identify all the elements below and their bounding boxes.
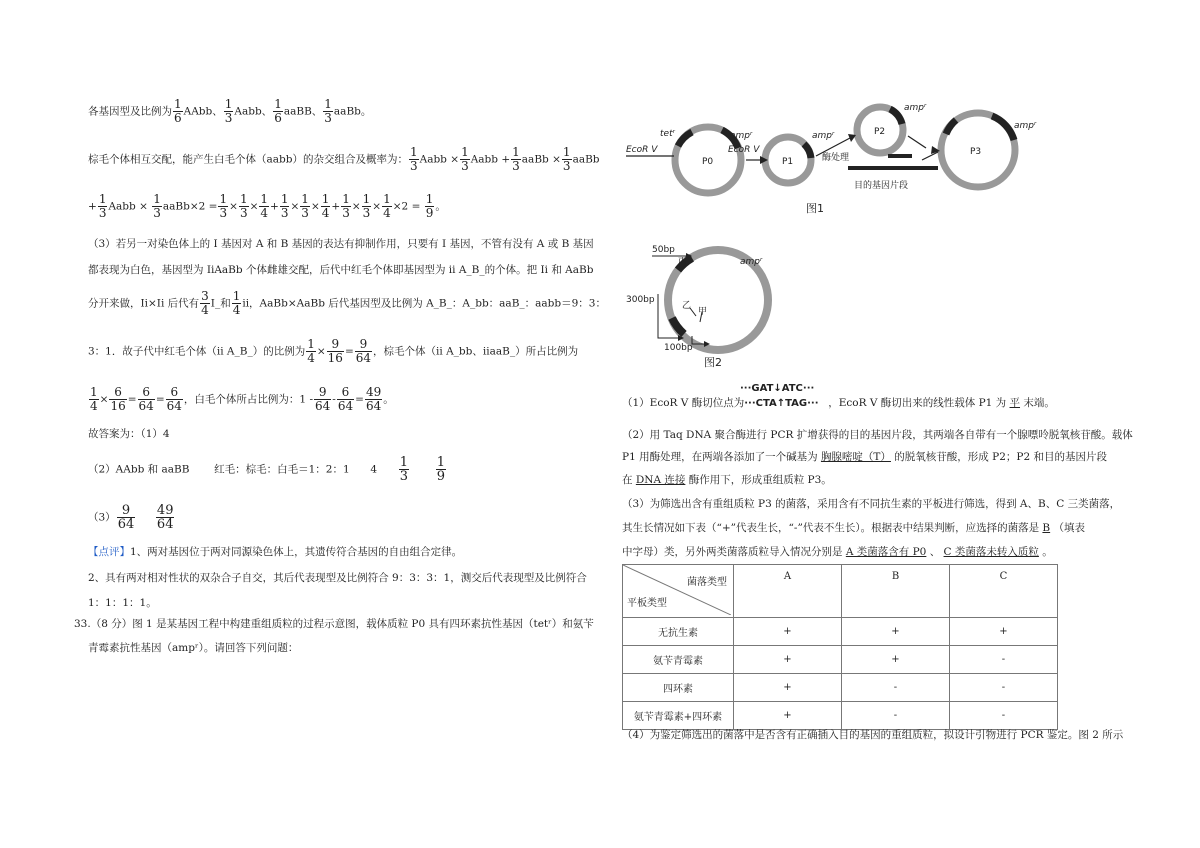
fraction: $\frac{1}{4}$ (321, 192, 330, 220)
table-cell: + (734, 646, 842, 674)
q3-line-3 (622, 545, 1053, 559)
label-amp: ampʳ (904, 103, 927, 113)
text: × (139, 200, 148, 213)
target-gene-fragment (888, 154, 912, 158)
q2-line-2 (622, 450, 1107, 464)
table-row (623, 646, 1058, 674)
restriction-site-bottom: ···CTA↑TAG··· (744, 398, 819, 409)
text: × (450, 153, 460, 166)
table-cell: - (950, 646, 1058, 674)
q2-line-1: （2）用 Taq DNA 聚合酶进行 PCR 扩增获得的目的基因片段，其两端各自带有一个腺嘌呤脱氧核苷酸。载体 (622, 429, 1133, 441)
fraction: $\frac{49}{64}$ (365, 385, 382, 413)
table-cell: + (734, 618, 842, 646)
target-gene-fragment (848, 166, 938, 170)
review-line-3: 1：1：1：1。 (88, 597, 157, 609)
text: Aabb (419, 153, 447, 166)
tet-gene-segment (678, 132, 692, 146)
label-300bp: 300bp (626, 295, 655, 305)
text: aaBb (521, 153, 549, 166)
brown-white-ratio-line (88, 386, 394, 413)
answer-3 (88, 504, 175, 531)
label-50bp: 50bp (652, 245, 675, 255)
fraction: $\frac{1}{3}$ (219, 192, 228, 220)
paragraph-line: （3）若另一对染色体上的 I 基因对 A 和 B 基因的表达有抑制作用，只要有 I 基因，不管有没有 A 或 B 基因 (88, 238, 594, 250)
arrow (922, 152, 938, 160)
text: = (127, 393, 137, 406)
table-cell: - (842, 674, 950, 702)
text: 、 (929, 546, 941, 558)
text: = (355, 393, 364, 406)
label-p2: P2 (874, 127, 886, 137)
column-header: C (950, 565, 1058, 618)
text: 其生长情况如下表（“+”代表生长，“-”代表不生长）。根据表中结果判断，应选择的菌落是 (622, 522, 1040, 534)
text: × (310, 200, 320, 213)
answer-blank: B (1042, 522, 1051, 534)
text: 1、两对基因位于两对同源染色体上，其遗传符合基因的自由组合定律。 (130, 546, 463, 558)
table-cell: - (842, 702, 950, 730)
fraction: $\frac{3}{4}$ (201, 289, 209, 317)
figure-1-plasmid-construction (622, 94, 1100, 224)
review-line-1 (88, 545, 462, 559)
text: Aabb (470, 153, 498, 166)
text: ×2 (392, 200, 409, 213)
figure-2-caption: 图2 (704, 356, 722, 369)
table-header-row (623, 565, 1058, 618)
row-label: 无抗生素 (623, 618, 734, 646)
text: （1）EcoR V 酶切位点为 (622, 397, 745, 409)
text: + (501, 153, 511, 166)
answer-blank: A 类菌落含有 P0 (845, 546, 927, 558)
text: 末端。 (1023, 397, 1055, 409)
header-colony-type: 菌落类型 (687, 577, 727, 588)
label-p0: P0 (702, 157, 714, 167)
fraction: $\frac{1}{4}$ (90, 385, 98, 413)
table-cell: + (734, 702, 842, 730)
text: 。 (1042, 546, 1053, 558)
fraction: $\frac{1}{3}$ (562, 145, 571, 173)
diagonal-header-cell (623, 565, 734, 618)
text: = (208, 200, 218, 213)
fraction: $\frac{1}{3}$ (153, 192, 161, 220)
fraction: $\frac{1}{9}$ (436, 455, 445, 484)
label-p3: P3 (970, 147, 982, 157)
label-tet: tetʳ (660, 129, 675, 139)
fraction: $\frac{6}{64}$ (166, 385, 182, 413)
label-amp: ampʳ (730, 131, 753, 141)
label-ecorv: EcoR V (626, 145, 658, 155)
text: ，EcoR V 酶切出来的线性载体 P1 为 (828, 397, 1007, 409)
fraction: $\frac{1}{3}$ (512, 145, 520, 173)
fraction: $\frac{1}{6}$ (274, 97, 282, 125)
label-yi: 乙 (682, 301, 692, 311)
fraction: $\frac{1}{4}$ (260, 192, 269, 220)
row-label: 四环素 (623, 674, 734, 702)
text: Aabb、 (234, 105, 273, 118)
insert-segment (946, 120, 956, 134)
text: 3：1．故子代中红毛个体（ii A_B_）的比例为 (88, 345, 306, 358)
text: I_和 (210, 297, 231, 310)
q3-line-1: （3）为筛选出含有重组质粒 P3 的菌落，采用含有不同抗生素的平板进行筛选，得到 A、B、C 三类菌落， (622, 498, 1121, 510)
table-row (623, 702, 1058, 730)
answer-blank: 平 (1009, 397, 1021, 409)
text: × (552, 153, 561, 166)
table-cell: + (842, 618, 950, 646)
text: ii，AaBb×AaBb 后代基因型及比例为 A_B_：A_bb：aaB_：aabb＝9：3： (242, 297, 606, 310)
amp-gene-segment (804, 144, 811, 158)
text: Aabb (108, 200, 136, 213)
label-amp: ampʳ (812, 131, 835, 141)
cross-combination-line (88, 146, 600, 173)
fraction: $\frac{1}{3}$ (98, 192, 107, 220)
row-label: 氨苄青霉素 (623, 646, 734, 674)
table-row (623, 618, 1058, 646)
label-amp: ampʳ (740, 257, 763, 267)
q2-line-3 (622, 473, 832, 487)
text: 的脱氧核苷酸，形成 P2；P2 和目的基因片段 (894, 451, 1107, 463)
fraction: $\frac{6}{64}$ (337, 385, 354, 413)
fraction: $\frac{9}{64}$ (315, 385, 331, 413)
fraction: $\frac{1}{3}$ (362, 192, 371, 220)
q3-line-2 (622, 521, 1085, 535)
table-cell: - (950, 702, 1058, 730)
fraction: $\frac{49}{64}$ (156, 503, 174, 532)
text: = (411, 200, 421, 213)
text: × (229, 200, 238, 213)
table-cell: + (842, 646, 950, 674)
text: ，棕毛个体（ii A_bb、iiaaB_）所占比例为 (373, 345, 579, 358)
text: + (88, 200, 97, 213)
fraction: $\frac{1}{3}$ (301, 192, 309, 220)
text: × (351, 200, 361, 213)
fraction: $\frac{6}{16}$ (110, 385, 126, 413)
fraction: $\frac{1}{3}$ (239, 192, 248, 220)
arrow (908, 136, 926, 148)
figure-2-primer-map (622, 236, 822, 370)
table-cell: + (734, 674, 842, 702)
label-jia: 甲 (698, 307, 708, 317)
table-row (623, 674, 1058, 702)
table-cell: + (950, 618, 1058, 646)
fraction: $\frac{1}{3}$ (409, 145, 418, 173)
restriction-site-top: ···GAT↓ATC··· (740, 383, 815, 394)
text: 红毛：棕毛：白毛＝1：2：1 (214, 463, 350, 476)
q1-line (622, 396, 1055, 411)
label-target-gene: 目的基因片段 (854, 181, 909, 191)
fraction: $\frac{1}{3}$ (280, 192, 289, 220)
text: × (316, 345, 326, 358)
fraction: $\frac{6}{64}$ (138, 385, 154, 413)
fraction: $\frac{1}{4}$ (232, 289, 241, 317)
text: 。 (383, 393, 394, 406)
amp-gene-segment (992, 116, 1014, 140)
text: 各基因型及比例为 (88, 105, 172, 118)
text: + (270, 200, 279, 213)
paragraph-line: 都表现为白色，基因型为 IiAaBb 个体雌雄交配，后代中红毛个体即基因型为 ii A_B_的个体。把 Ii 和 AaBb (88, 264, 594, 276)
fraction: $\frac{1}{3}$ (399, 455, 408, 484)
text: aaBb。 (333, 105, 372, 118)
text: = (155, 393, 165, 406)
fraction: $\frac{1}{3}$ (461, 145, 469, 173)
text: 中字母）类，另外两类菌落质粒导入情况分别是 (622, 546, 843, 558)
fraction: $\frac{1}{9}$ (425, 192, 434, 220)
genotype-ratio-line (88, 98, 371, 125)
text: aaBb×2 (162, 200, 206, 213)
text: 棕毛个体相互交配，能产生白毛个体（aabb）的杂交组合及概率为： (88, 153, 408, 166)
label-amp: ampʳ (1014, 121, 1037, 131)
text: = (344, 345, 354, 358)
fraction: $\frac{1}{6}$ (174, 97, 182, 125)
text: 4 (370, 463, 378, 476)
table-cell: - (950, 674, 1058, 702)
question-33-line-2: 青霉素抗性基因（ampʳ）。请回答下列问题： (88, 642, 299, 654)
text: 分开来做，Ii×Ii 后代有 (88, 297, 200, 310)
text: × (290, 200, 300, 213)
column-header: B (842, 565, 950, 618)
text: 。 (435, 200, 446, 213)
label-100bp: 100bp (664, 343, 693, 353)
answer-blank: DNA 连接 (635, 474, 686, 486)
header-plate-type: 平板类型 (627, 598, 667, 609)
label-bing: 丙 (678, 257, 688, 267)
text: × (99, 393, 109, 406)
q4-line: （4）为鉴定筛选出的菌落中是否含有正确插入目的基因的重组质粒，拟设计引物进行 PCR 鉴定。图 2 所示 (622, 729, 1124, 741)
label-p1: P1 (782, 157, 794, 167)
text: × (249, 200, 259, 213)
answer-blank: 胸腺嘧啶（T） (820, 451, 891, 463)
text: 在 (622, 474, 633, 486)
label-enzyme-treatment: 酶处理 (822, 153, 850, 163)
text: （填表 (1053, 522, 1085, 534)
fraction: $\frac{1}{4}$ (307, 337, 315, 365)
text: 酶作用下，形成重组质粒 P3。 (688, 474, 832, 486)
text: - (332, 393, 336, 406)
text: × (372, 200, 382, 213)
text: ，白毛个体所占比例为：1 - (183, 393, 313, 406)
review-tag: 【点评】 (88, 546, 130, 558)
amp-gene-segment (890, 109, 902, 124)
probability-calc-line (88, 193, 446, 220)
screening-results-table (622, 564, 1058, 730)
fraction: $\frac{1}{4}$ (383, 192, 391, 220)
red-hair-ratio-line (88, 338, 578, 365)
row-label: 氨苄青霉素+四环素 (623, 702, 734, 730)
text: P1 用酶处理，在两端各添加了一个碱基为 (622, 451, 818, 463)
answer-intro: 故答案为：（1）4 (88, 428, 170, 440)
review-line-2: 2、具有两对相对性状的双杂合子自交，其后代表现型及比例符合 9：3：3：1，测交后代表现型及比例符合 (88, 572, 587, 584)
fraction: $\frac{1}{3}$ (342, 192, 350, 220)
split-calc-line (88, 290, 606, 317)
text: aaBb (572, 153, 600, 166)
answer-blank: C 类菌落未转入质粒 (943, 546, 1039, 558)
fraction: $\frac{9}{64}$ (355, 337, 372, 365)
text: （2）AAbb 和 aaBB (88, 463, 190, 476)
text: （3） (88, 511, 116, 524)
label-ecorv: EcoR V (728, 145, 760, 155)
fraction: $\frac{1}{3}$ (224, 97, 233, 125)
insert-region (672, 318, 684, 334)
question-33-line-1: 33.（8 分）图 1 是某基因工程中构建重组质粒的过程示意图，载体质粒 P0 具有四环素抗性基因（tetʳ）和氨苄 (74, 618, 594, 630)
text: AAbb、 (183, 105, 223, 118)
fraction: $\frac{1}{3}$ (324, 97, 332, 125)
text: + (331, 200, 341, 213)
fraction: $\frac{9}{16}$ (327, 337, 343, 365)
text: aaBB、 (283, 105, 323, 118)
column-header: A (734, 565, 842, 618)
fraction: $\frac{9}{64}$ (117, 503, 135, 532)
figure-1-caption: 图1 (806, 202, 824, 215)
answer-2 (88, 456, 447, 483)
